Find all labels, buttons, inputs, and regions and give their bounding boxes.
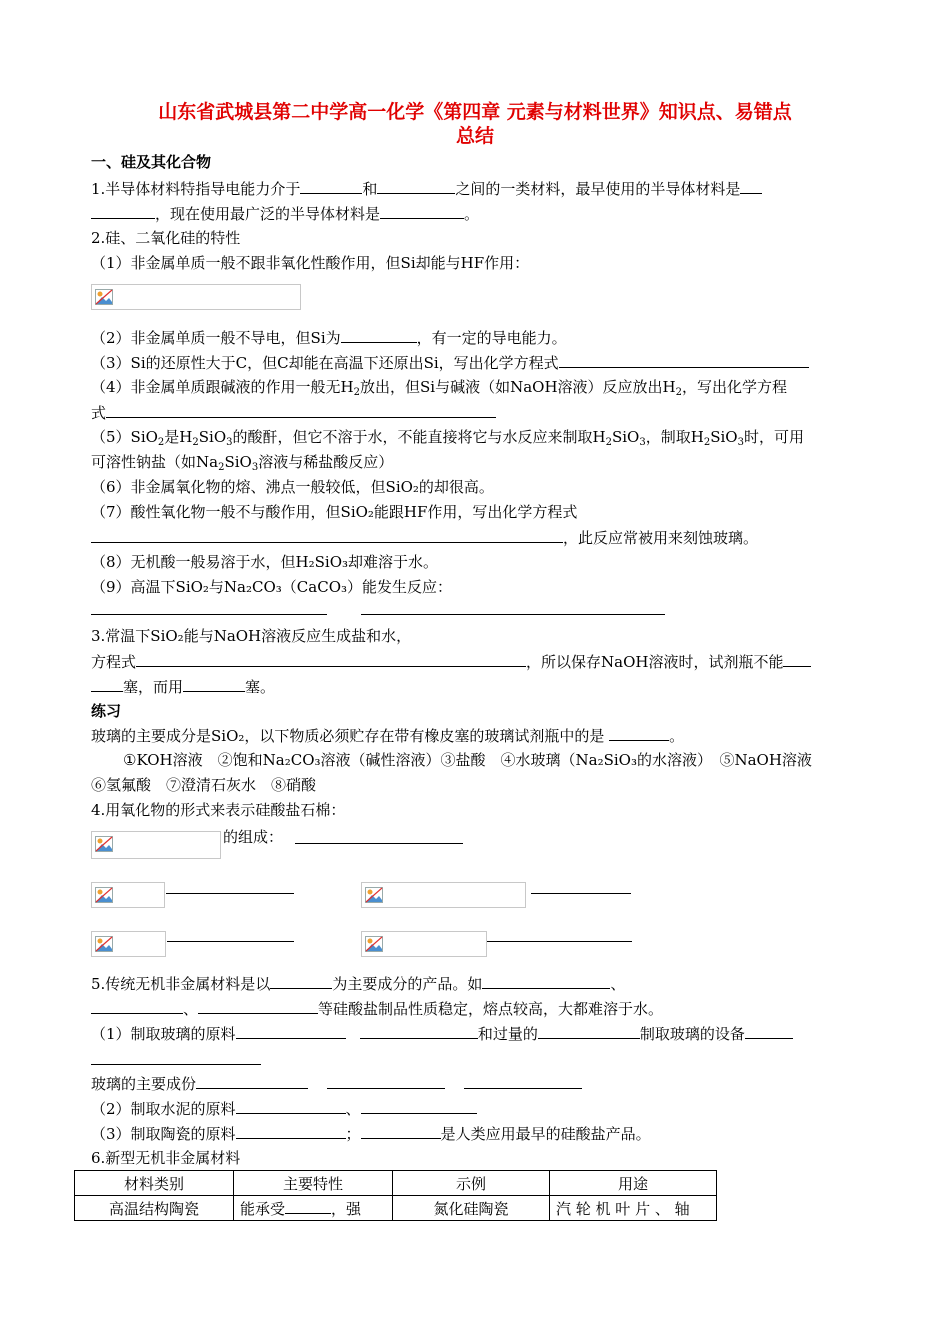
practice-text: 玻璃的主要成分是SiO₂，以下物质必须贮存在带有橡皮塞的玻璃试剂瓶中的是	[91, 727, 605, 745]
q2-5-text-h: 溶液与稀盐酸反应）	[258, 453, 394, 471]
cell-text: 能承受	[240, 1199, 286, 1218]
q2-4-text-a: （4）非金属单质跟碱液的作用一般无H	[91, 378, 354, 396]
q5-3-text-a: （3）制取陶瓷的原料	[91, 1125, 236, 1143]
question-3-line1: 3.常温下SiO₂能与NaOH溶液反应生成盐和水，	[91, 627, 412, 645]
question-3-line2	[91, 651, 811, 672]
q2-item-6: （6）非金属氧化物的熔、沸点一般较低，但SiO₂的却很高。	[91, 478, 494, 496]
blank	[482, 973, 610, 989]
q5-1-text-d: 玻璃的主要成份	[91, 1075, 197, 1093]
q1-text-d: ，现在使用最广泛的半导体材料是	[155, 205, 381, 223]
table-header-row	[75, 1171, 717, 1196]
table-cell: 高温结构陶瓷	[75, 1196, 234, 1221]
table-cell	[234, 1196, 393, 1221]
broken-image-icon	[365, 936, 383, 952]
answer-line	[91, 614, 327, 615]
practice-options-line1: ①KOH溶液 ②饱和Na₂CO₃溶液（碱性溶液）③盐酸 ④水玻璃（Na₂SiO₃的水溶液） ⑤NaOH溶液	[123, 751, 812, 769]
q5-text-a: 5.传统无机非金属材料是以	[91, 975, 271, 993]
blank	[361, 1098, 477, 1114]
blank	[783, 651, 811, 667]
question-5-line2	[91, 998, 663, 1019]
q2-3-text: （3）Si的还原性大于C，但C却能在高温下还原出Si，写出化学方程式	[91, 354, 559, 372]
blank	[136, 651, 526, 667]
equation-image	[91, 284, 301, 310]
answer-line	[361, 614, 665, 615]
formula-image	[91, 831, 221, 859]
broken-image-icon	[95, 289, 113, 305]
q2-item-1: （1）非金属单质一般不跟非氧化性酸作用，但Si却能与HF作用：	[91, 254, 530, 272]
table-header-cell: 主要特性	[234, 1171, 393, 1196]
question-3-line3	[91, 676, 275, 697]
answer-line	[487, 941, 632, 942]
q2-5-text-e: ，制取H	[645, 428, 704, 446]
q2-item-4-line2	[91, 402, 496, 423]
broken-image-icon	[365, 887, 383, 903]
q2-5-text-b: 是H	[164, 428, 193, 446]
q2-5-text-c3: SiO	[710, 428, 738, 446]
q2-5-text-c: SiO	[198, 428, 227, 446]
answer-line	[295, 843, 463, 844]
table-cell: 汽 轮 机 叶 片 、 轴	[550, 1196, 717, 1221]
q2-item-7-line2	[91, 527, 758, 548]
q2-5-text-g: 可溶性钠盐（如Na	[91, 453, 219, 471]
document-title-line1: 山东省武城县第二中学高一化学《第四章 元素与材料世界》知识点、易错点	[158, 101, 792, 123]
q2-5-text-f: 时，可用	[743, 428, 804, 446]
q4-text-b: 的组成：	[223, 828, 284, 846]
blank	[559, 352, 809, 368]
q2-7-text-b: ，此反应常被用来刻蚀玻璃。	[563, 529, 759, 547]
blank	[236, 1123, 346, 1139]
q5-2-text-a: （2）制取水泥的原料	[91, 1100, 236, 1118]
subscript: 3	[226, 437, 233, 448]
q5-2-text-b: 、	[345, 1100, 361, 1118]
oxide-image	[91, 882, 165, 908]
oxide-image	[361, 931, 487, 957]
q3-text-e: 塞。	[245, 678, 276, 696]
blank	[464, 1073, 582, 1089]
q3-text-d: 塞，而用	[123, 678, 184, 696]
q5-1-text-c: 制取玻璃的设备	[639, 1025, 745, 1043]
subscript: 2	[605, 437, 612, 448]
q1-text-b: 和	[362, 180, 378, 198]
q2-4-text-b: 放出，但Si与碱液（如NaOH溶液）反应放出H	[360, 378, 676, 396]
blank	[91, 203, 155, 219]
blank	[380, 203, 464, 219]
blank	[745, 1023, 793, 1039]
q2-5-text-d: 的酸酐，但它不溶于水，不能直接将它与水反应来制取H	[232, 428, 606, 446]
blank	[91, 527, 563, 543]
q1-text-c: 之间的一类材料，最早使用的半导体材料是	[455, 180, 741, 198]
section-heading-silicon: 一、硅及其化合物	[91, 153, 212, 171]
broken-image-icon	[95, 887, 113, 903]
answer-line	[167, 941, 294, 942]
blank	[341, 327, 417, 343]
q5-3-text-b: ；	[345, 1125, 361, 1143]
practice-text-end: 。	[669, 727, 685, 745]
q5-text-c: 、	[610, 975, 626, 993]
answer-line	[91, 1064, 261, 1065]
q2-item-9: （9）高温下SiO₂与Na₂CO₃（CaCO₃）能发生反应：	[91, 578, 453, 596]
blank	[538, 1023, 640, 1039]
answer-line	[166, 893, 294, 894]
blank	[106, 402, 496, 418]
q5-item-1	[91, 1023, 793, 1044]
q5-text-e: 等硅酸盐制品性质稳定，熔点较高，大都难溶于水。	[318, 1000, 664, 1018]
table-header-cell: 用途	[550, 1171, 717, 1196]
blank	[285, 1198, 331, 1214]
document-title-line2: 总结	[455, 125, 494, 147]
blank	[198, 998, 318, 1014]
q2-2-text-a: （2）非金属单质一般不导电，但Si为	[91, 329, 341, 347]
q5-3-text-c: 是人类应用最早的硅酸盐产品。	[440, 1125, 651, 1143]
oxide-image	[361, 882, 526, 908]
question-1-line2	[91, 203, 479, 224]
blank	[196, 1073, 308, 1089]
blank	[91, 998, 183, 1014]
q5-item-2	[91, 1098, 477, 1119]
question-4: 4.用氧化物的形式来表示硅酸盐石棉：	[91, 801, 346, 819]
blank	[270, 973, 332, 989]
q2-4-text-c: ，写出化学方程	[682, 378, 788, 396]
q2-item-4	[91, 377, 787, 403]
q5-text-d: 、	[183, 1000, 199, 1018]
q2-item-5-line2	[91, 452, 393, 478]
question-2-heading: 2.硅、二氧化硅的特性	[91, 229, 241, 247]
q2-5-text-a: （5）SiO	[91, 428, 158, 446]
q5-item-3	[91, 1123, 651, 1144]
q2-item-8: （8）无机酸一般易溶于水，但H₂SiO₃却难溶于水。	[91, 553, 439, 571]
q2-item-3	[91, 352, 809, 373]
q1-text-e: 。	[464, 205, 480, 223]
table-header-cell: 材料类别	[75, 1171, 234, 1196]
subscript: 2	[675, 387, 682, 398]
broken-image-icon	[95, 836, 113, 852]
q3-text-c: ，所以保存NaOH溶液时，试剂瓶不能	[526, 653, 784, 671]
broken-image-icon	[95, 936, 113, 952]
subscript: 2	[353, 387, 361, 398]
q3-text-b: 方程式	[91, 653, 137, 671]
subscript: 3	[737, 437, 744, 448]
subscript: 2	[157, 437, 165, 448]
blank	[609, 725, 669, 741]
q2-5-text-c2: SiO	[611, 428, 640, 446]
blank	[236, 1023, 346, 1039]
practice-heading: 练习	[91, 702, 122, 720]
q2-item-7: （7）酸性氧化物一般不与酸作用，但SiO₂能跟HF作用，写出化学方程式	[91, 503, 578, 521]
q1-text-a: 1.半导体材料特指导电能力介于	[91, 180, 301, 198]
answer-line	[531, 893, 631, 894]
question-5-line1	[91, 973, 625, 994]
q5-glass-composition	[91, 1073, 582, 1094]
q5-1-text-b: 和过量的	[477, 1025, 538, 1043]
question-1-line1	[91, 178, 762, 199]
q5-text-b: 为主要成分的产品。如	[332, 975, 483, 993]
q2-4-text-d: 式	[91, 404, 107, 422]
blank	[183, 676, 245, 692]
q2-5-text-c4: SiO	[224, 453, 252, 471]
blank	[377, 178, 455, 194]
blank	[236, 1098, 346, 1114]
q2-2-text-b: ，有一定的导电能力。	[416, 329, 567, 347]
blank	[361, 1123, 441, 1139]
q2-item-2	[91, 327, 567, 348]
blank	[327, 1073, 445, 1089]
blank	[91, 676, 123, 692]
subscript: 3	[639, 437, 646, 448]
table-row	[75, 1196, 717, 1221]
subscript: 2	[218, 462, 225, 473]
q4-composition-label	[223, 827, 283, 847]
blank	[300, 178, 362, 194]
q5-1-text-a: （1）制取玻璃的原料	[91, 1025, 236, 1043]
practice-question	[91, 725, 684, 746]
subscript: 3	[251, 462, 259, 473]
table-header-cell: 示例	[393, 1171, 550, 1196]
cell-text: ，强	[331, 1199, 362, 1218]
subscript: 2	[192, 437, 199, 448]
blank	[740, 178, 762, 194]
subscript: 2	[703, 437, 711, 448]
materials-table	[74, 1170, 717, 1221]
table-cell: 氮化硅陶瓷	[393, 1196, 550, 1221]
blank	[360, 1023, 478, 1039]
practice-options-line2: ⑥氢氟酸 ⑦澄清石灰水 ⑧硝酸	[91, 776, 317, 794]
oxide-image	[91, 931, 166, 957]
q2-item-5	[91, 427, 804, 453]
question-6: 6.新型无机非金属材料	[91, 1149, 241, 1167]
